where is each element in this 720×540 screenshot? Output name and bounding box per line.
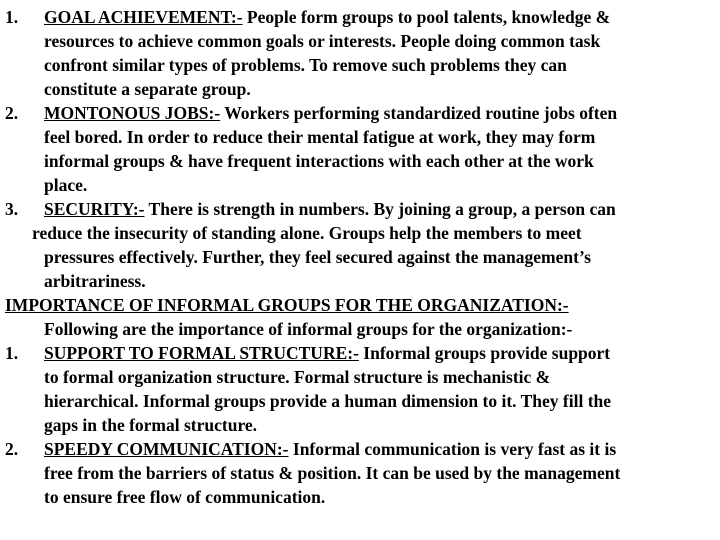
- item-number: 2.: [5, 439, 19, 459]
- item-number: 3.: [5, 199, 19, 219]
- item-text: There is strength in numbers. By joining a group, a person can: [144, 199, 616, 219]
- item-heading: SUPPORT TO FORMAL STRUCTURE:-: [44, 343, 359, 363]
- item-text: Workers performing standardized routine jobs often: [220, 103, 618, 123]
- item-text-line: confront similar types of problems. To remove such problems they can: [44, 55, 567, 75]
- item-text-line: to ensure free flow of communication.: [44, 487, 326, 507]
- item-heading: SPEEDY COMMUNICATION:-: [44, 439, 289, 459]
- item-text-line: pressures effectively. Further, they feel secured against the management’s: [44, 247, 591, 267]
- section-heading: IMPORTANCE OF INFORMAL GROUPS FOR THE ORGANIZATION:-: [5, 295, 569, 315]
- item-text-line: free from the barriers of status & position. It can be used by the management: [44, 463, 621, 483]
- section-intro: Following are the importance of informal groups for the organization:-: [44, 319, 573, 339]
- item-text-line: reduce the insecurity of standing alone. Groups help the members to meet: [32, 223, 582, 243]
- item-text-line: constitute a separate group.: [44, 79, 251, 99]
- item-text-line: arbitrariness.: [44, 271, 146, 291]
- item-text-line: gaps in the formal structure.: [44, 415, 258, 435]
- item-text: People form groups to pool talents, knowledge &: [242, 7, 611, 27]
- item-text-line: hierarchical. Informal groups provide a human dimension to it. They fill the: [44, 391, 612, 411]
- item-heading: MONTONOUS JOBS:-: [44, 103, 221, 123]
- item-heading: SECURITY:-: [44, 199, 145, 219]
- item-text-line: feel bored. In order to reduce their mental fatigue at work, they may form: [44, 127, 596, 147]
- item-text: Informal communication is very fast as it is: [288, 439, 617, 459]
- item-heading: GOAL ACHIEVEMENT:-: [44, 7, 243, 27]
- item-text-line: informal groups & have frequent interactions with each other at the work: [44, 151, 594, 171]
- item-text-line: place.: [44, 175, 88, 195]
- item-number: 1.: [5, 343, 19, 363]
- item-text-line: to formal organization structure. Formal structure is mechanistic &: [44, 367, 551, 387]
- item-text: Informal groups provide support: [358, 343, 611, 363]
- item-number: 1.: [5, 7, 19, 27]
- item-text-line: resources to achieve common goals or interests. People doing common task: [44, 31, 601, 51]
- item-number: 2.: [5, 103, 19, 123]
